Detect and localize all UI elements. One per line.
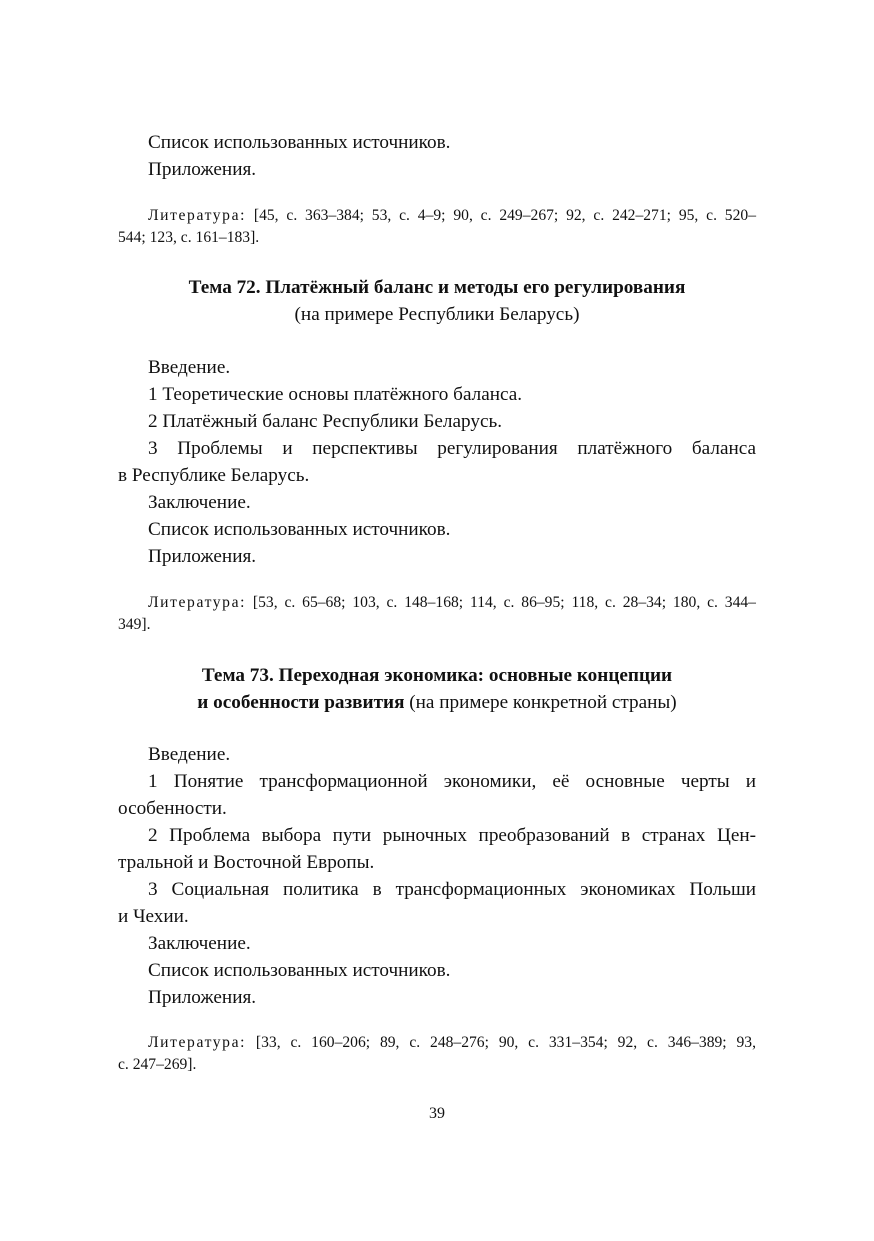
topic-73-subtitle: (на примере конкретной страны) — [404, 692, 677, 713]
outline-appendices: Приложения. — [148, 546, 257, 567]
outline-conclusion: Заключение. — [148, 492, 251, 513]
outline-appendices: Приложения. — [148, 987, 257, 1008]
topic-72-title: Тема 72. Платёжный баланс и методы его регулирования — [188, 277, 686, 298]
outline-sources: Список использованных источников. — [148, 519, 451, 540]
outline-intro: Введение. — [148, 744, 231, 765]
outline-item-1: 1 Понятие трансформационной экономики, её основные черты и — [148, 771, 756, 792]
outline-intro: Введение. — [148, 357, 231, 378]
literature-refs: [45, с. 363–384; 53, с. 4–9; 90, с. 249–267; 92, с. 242–271; 95, с. 520– — [253, 207, 756, 224]
outline-item-appendices: Приложения. — [148, 159, 257, 180]
outline-item-3: 3 Социальная политика в трансформационных экономиках Польши — [148, 879, 756, 900]
literature-label: Литература: — [148, 207, 247, 224]
literature-line-cont: 349]. — [118, 616, 151, 633]
topic-73-title-bold: и особенности развития — [197, 692, 405, 713]
literature-label: Литература: — [148, 594, 247, 611]
literature-line-cont: с. 247–269]. — [118, 1056, 197, 1073]
topic-72-subtitle: (на примере Республики Беларусь) — [294, 304, 580, 325]
outline-conclusion: Заключение. — [148, 933, 251, 954]
outline-item-1-cont: особенности. — [118, 798, 227, 819]
outline-item-3-cont: и Чехии. — [118, 906, 189, 927]
literature-line-cont: 544; 123, с. 161–183]. — [118, 229, 260, 246]
topic-73-title: Тема 73. Переходная экономика: основные концепции — [201, 665, 673, 686]
outline-item-2-cont: тральной и Восточной Европы. — [118, 852, 375, 873]
outline-item-3-cont: в Республике Беларусь. — [118, 465, 310, 486]
literature-line — [118, 1032, 756, 1054]
outline-item-2: 2 Проблема выбора пути рыночных преобразований в странах Цен- — [148, 825, 756, 846]
literature-label: Литература: — [148, 1034, 247, 1051]
outline-item-3: 3 Проблемы и перспективы регулирования платёжного баланса — [148, 438, 756, 459]
literature-refs: [33, с. 160–206; 89, с. 248–276; 90, с. 331–354; 92, с. 346–389; 93, — [255, 1034, 757, 1051]
topic-73-title-cont — [118, 689, 756, 716]
literature-line — [118, 205, 756, 227]
outline-item-2: 2 Платёжный баланс Республики Беларусь. — [148, 411, 503, 432]
outline-item-sources: Список использованных источников. — [148, 132, 451, 153]
page-number: 39 — [429, 1105, 445, 1122]
literature-refs: [53, с. 65–68; 103, с. 148–168; 114, с. 86–95; 118, с. 28–34; 180, с. 344– — [252, 594, 756, 611]
outline-item-1: 1 Теоретические основы платёжного баланса. — [148, 384, 523, 405]
outline-sources: Список использованных источников. — [148, 960, 451, 981]
literature-line — [118, 592, 756, 614]
